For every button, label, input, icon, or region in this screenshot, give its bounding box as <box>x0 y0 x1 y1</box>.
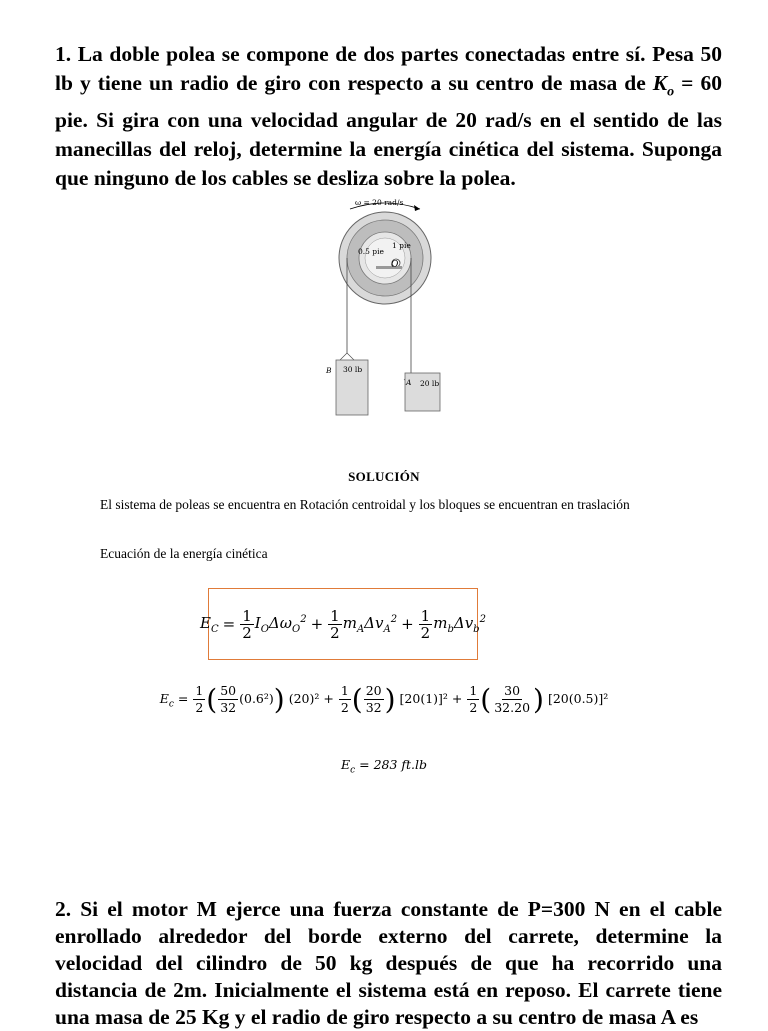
problem-2-number: 2. <box>55 897 72 921</box>
block-b-label: B <box>326 366 332 375</box>
problem-1-statement <box>55 40 722 193</box>
substituted-calculation: $E_c$ = $\frac{1}{2}$ ( $\frac{50}{32}$ (0.6²)) (20)² + $\frac{1}{2}$ ( $\frac{20}{32}$ ) [20(1)]² + $\frac{1}{2}$ ( $\frac{30}{32.20}$ ) [20(0.5)]² <box>159 683 609 716</box>
radius-of-gyration-symbol: $K_o$ <box>652 71 675 100</box>
problem-1-text-b: Si gira con una velocidad angular de 20 rad/s en el sentido de las manecillas del reloj, determine la energía cinética del sistema. Suponga que ninguno de los cables se desliza sobre la polea. <box>55 108 723 191</box>
problem-1-number: 1. <box>55 42 72 66</box>
solution-title: SOLUCIÓN <box>348 469 420 484</box>
kinetic-energy-formula-box: $E_C$ = $\frac{1}{2}$ $I_O\Delta\omega_O^2$ + $\frac{1}{2}$ $m_A\Delta v_A^2$ + $\frac{1}{2}$ $m_b\Delta v_b^2$ <box>208 588 478 660</box>
radius-of-gyration-value: = 60 pie. <box>55 71 722 133</box>
block-a-weight: 20 lb <box>420 379 440 388</box>
inner-radius-label: 0.5 pie <box>358 247 384 256</box>
formula-lhs: $E_C$ <box>200 613 219 635</box>
double-pulley-figure <box>310 195 460 425</box>
equation-label: Ecuación de la energía cinética <box>100 546 268 561</box>
problem-1-text-a: La doble polea se compone de dos partes conectadas entre sí. Pesa 50 lb y tiene un radio de giro con respecto a su centro de masa de <box>55 42 722 95</box>
final-result: $E_c = 283$ ft.lb <box>340 757 428 776</box>
problem-2-statement <box>55 896 722 1031</box>
problem-2-text: Si el motor M ejerce una fuerza constante de P=300 N en el cable enrollado alrededor del borde externo del carrete, determine la velocidad del cilindro de 50 kg después de que ha recorrido una distancia de 2m. Inicialmente el sistema está en reposo. El carrete tiene una masa de 25 Kg y el radio de giro respecto a su centro de masa A es <box>55 897 723 1029</box>
center-label: O <box>391 260 399 270</box>
outer-radius-label: 1 pie <box>392 241 411 250</box>
omega-label: ω = 20 rad/s <box>355 198 404 207</box>
block-a-label: A <box>406 378 412 387</box>
block-b-weight: 30 lb <box>343 365 363 374</box>
solution-description: El sistema de poleas se encuentra en Rotación centroidal y los bloques se encuentran en traslación <box>100 497 630 512</box>
